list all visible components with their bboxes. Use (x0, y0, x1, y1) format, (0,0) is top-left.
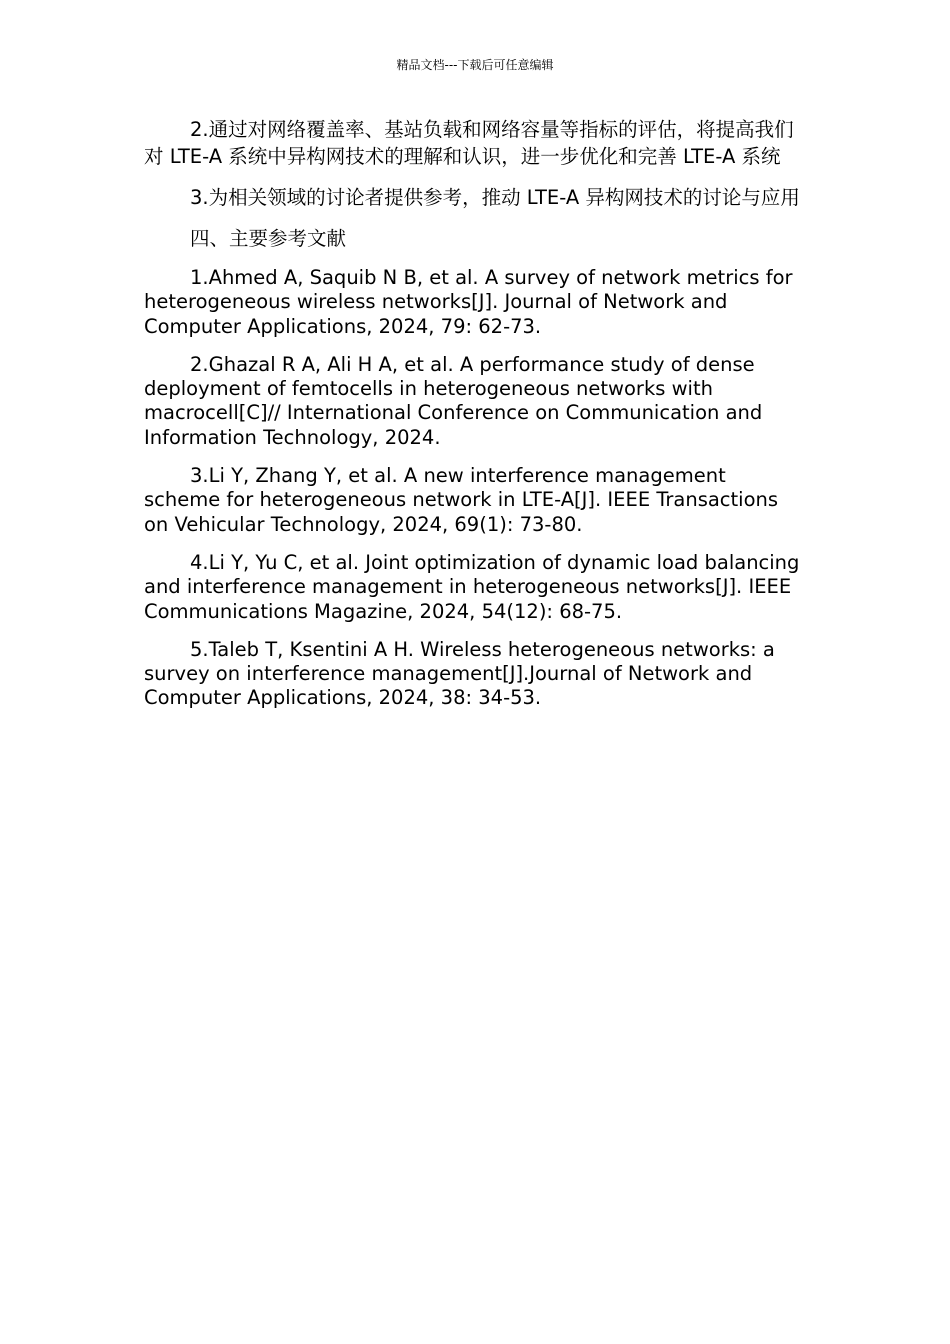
section-heading-references: 四、主要参考文献 (190, 227, 347, 250)
paragraph-objective-3: 3.为相关领域的讨论者提供参考，推动 LTE-A 异构网技术的讨论与应用 (190, 186, 800, 209)
reference-item-5: 5.Taleb T, Ksentini A H. Wireless heterogeneous networks: a survey on interference management[J].Journal of Network and Computer Applications, 2024, 38: 34-53. (144, 637, 775, 710)
paragraph-objective-2: 2.通过对网络覆盖率、基站负载和网络容量等指标的评估，将提高我们对 LTE-A 系统中异构网技术的理解和认识，进一步优化和完善 LTE-A 系统 (144, 118, 794, 168)
document-body (144, 116, 806, 725)
reference-item-3: 3.Li Y, Zhang Y, et al. A new interference management scheme for heterogeneous network in LTE-A[J]. IEEE Transactions on Vehicular Technology, 2024, 69(1): 73-80. (144, 464, 779, 536)
reference-item-4: 4.Li Y, Yu C, et al. Joint optimization of dynamic load balancing and interference management in heterogeneous networks[J]. IEEE Communications Magazine, 2024, 54(12): 68-75. (144, 550, 800, 623)
reference-item-2: 2.Ghazal R A, Ali H A, et al. A performance study of dense deployment of femtocells in heterogeneous networks with macrocell[C]// International Conference on Communication and Information Technology, 2024. (144, 352, 763, 449)
reference-item-1: 1.Ahmed A, Saquib N B, et al. A survey of network metrics for heterogeneous wireless networks[J]. Journal of Network and Computer Applications, 2024, 79: 62-73. (144, 266, 793, 338)
page-header: 精品文档---下载后可任意编辑 (396, 58, 554, 72)
